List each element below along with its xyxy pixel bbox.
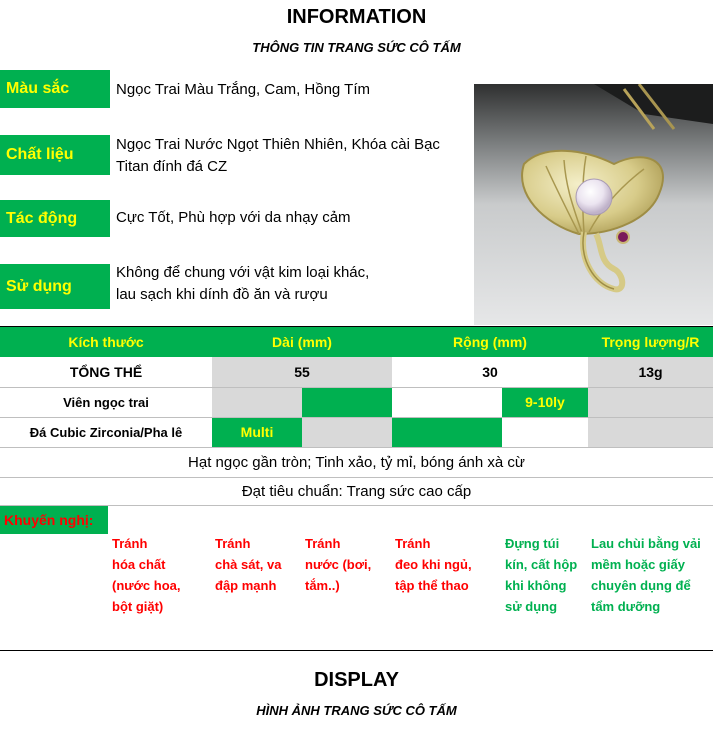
grid-line — [0, 417, 713, 418]
rec-avoid-water: Tránh nước (bơi, tắm..) — [305, 536, 372, 593]
display-title: DISPLAY — [314, 669, 399, 691]
label-color: Màu sắc — [0, 70, 110, 108]
pearl-cell-1 — [212, 387, 302, 417]
label-effect: Tác động — [0, 200, 110, 237]
page-title: INFORMATION — [286, 6, 427, 28]
overall-weight: 13g — [588, 357, 713, 387]
rec-clean-cloth: Lau chùi bằng vải mềm hoặc giấy chuyên dụng để tẩm dưỡng — [591, 536, 701, 614]
pearl-cell-3 — [392, 387, 502, 417]
header-weight: Trọng lượng/R — [601, 334, 700, 350]
header-length: Dài (mm) — [272, 334, 332, 350]
row-pearl-label: Viên ngọc trai — [63, 394, 149, 410]
stone-cell-4 — [502, 417, 588, 447]
overall-width: 30 — [482, 364, 498, 380]
overall-length: 55 — [212, 357, 392, 387]
pearl-size: 9-10ly — [502, 387, 588, 417]
rec-avoid-impact: Tránh chà sát, va đập mạnh — [215, 536, 282, 593]
value-material: Ngọc Trai Nước Ngọt Thiên Nhiên, Khóa cài Bạc Titan đính đá CZ — [116, 136, 440, 175]
value-effect: Cực Tốt, Phù hợp với da nhạy cảm — [116, 209, 351, 226]
value-color: Ngọc Trai Màu Trắng, Cam, Hồng Tím — [116, 81, 370, 98]
page-subtitle: THÔNG TIN TRANG SỨC CÔ TẤM — [252, 40, 461, 55]
pearl-cell-2 — [302, 387, 392, 417]
rec-avoid-chemicals: Tránh hóa chất (nước hoa, bột giặt) — [112, 536, 181, 614]
label-usage: Sử dụng — [0, 264, 110, 309]
label-material: Chất liệu — [0, 135, 110, 175]
value-usage: Không để chung với vật kim loại khác, lau sạch khi dính đồ ăn và rượu — [116, 264, 370, 303]
stone-cell-5 — [588, 417, 713, 447]
grid-line — [0, 387, 713, 388]
rec-avoid-sleep-sport: Tránh đeo khi ngủ, tập thể thao — [395, 536, 472, 593]
display-subtitle: HÌNH ẢNH TRANG SỨC CÔ TẤM — [256, 703, 457, 718]
header-width: Rộng (mm) — [453, 334, 527, 350]
product-photo — [474, 84, 713, 325]
display-divider — [0, 650, 713, 651]
stone-cell-2 — [302, 417, 392, 447]
rec-store-box: Đựng túi kín, cất hộp khi không sử dụng — [505, 536, 578, 614]
note-shape: Hạt ngọc gần tròn; Tinh xảo, tỷ mỉ, bóng ánh xà cừ — [188, 454, 525, 471]
recommendation-label: Khuyến nghị: — [0, 506, 108, 534]
header-size: Kích thước — [68, 334, 144, 350]
ginkgo-pearl-brooch-image — [474, 84, 713, 325]
row-stone-label: Đá Cubic Zirconia/Pha lê — [29, 424, 183, 440]
pearl-cell-5 — [588, 387, 713, 417]
stone-cell-3 — [392, 417, 502, 447]
note-standard: Đạt tiêu chuẩn: Trang sức cao cấp — [241, 483, 472, 500]
stone-value: Multi — [212, 417, 302, 447]
row-overall-label: TỔNG THỂ — [69, 364, 143, 380]
